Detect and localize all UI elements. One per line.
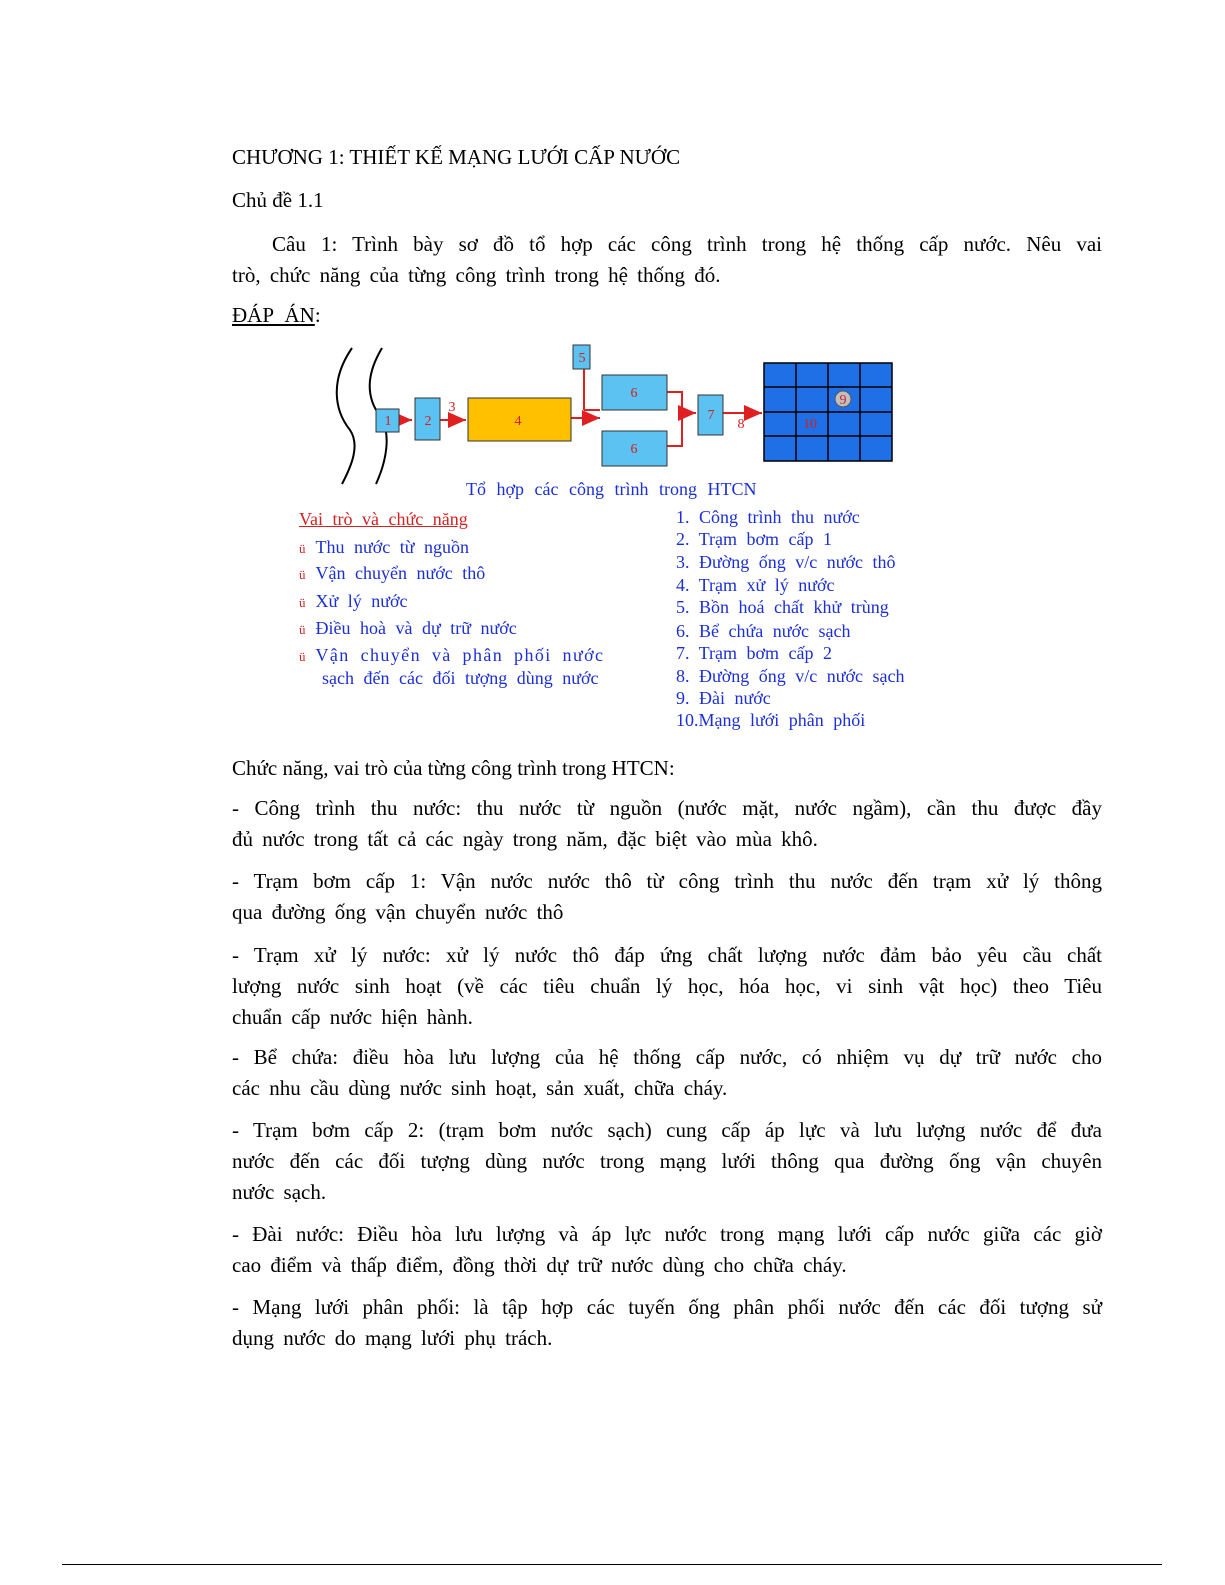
legend-item: 7. Trạm bơm cấp 2: [676, 643, 833, 663]
chapter-title: CHƯƠNG 1: THIẾT KẾ MẠNG LƯỚI CẤP NƯỚC: [232, 145, 681, 169]
legend-item: 1. Công trình thu nước: [676, 507, 860, 527]
role-item: ü Vận chuyển và phân phối nước: [299, 645, 605, 665]
bullet-check-icon: ü: [299, 622, 306, 637]
question-line-1: Câu 1: Trình bày sơ đồ tổ hợp các công trình trong hệ thống cấp nước. Nêu vai: [272, 232, 1102, 256]
distribution-grid: [764, 363, 892, 461]
label-10: 10: [803, 417, 817, 432]
label-1: 1: [384, 414, 392, 429]
label-8: 8: [737, 417, 745, 432]
role-item: ü Điều hoà và dự trữ nước: [299, 618, 517, 638]
bullet-check-icon: ü: [299, 541, 306, 556]
merge-6-line: [667, 392, 682, 446]
roles-heading: Vai trò và chức năng: [299, 509, 468, 529]
label-5: 5: [578, 351, 586, 366]
paragraph-pump-1: - Trạm bơm cấp 1: Vận nước nước thô từ công trình thu nước đến trạm xử lý thông qua đường ống vận chuyển nước thô: [232, 869, 1102, 924]
answer-colon: :: [314, 303, 321, 327]
figure-caption: Tổ hợp các công trình trong HTCN: [466, 479, 757, 499]
label-4: 4: [514, 414, 522, 429]
functions-heading: Chức năng, vai trò của từng công trình trong HTCN:: [232, 756, 675, 780]
legend-item: 3. Đường ống v/c nước thô: [676, 552, 896, 572]
water-source-curve-left: [337, 348, 355, 484]
legend-item: 5. Bồn hoá chất khử trùng: [676, 597, 889, 617]
role-item: ü Thu nước từ nguồn: [299, 537, 470, 557]
legend-item: 10.Mạng lưới phân phối: [676, 710, 866, 730]
legend-item: 6. Bể chứa nước sạch: [676, 621, 851, 641]
water-supply-diagram: [0, 0, 1225, 740]
role-item: ü Xử lý nước: [299, 591, 408, 611]
topic-label: Chủ đề 1.1: [232, 188, 324, 212]
role-item-continuation: sạch đến các đối tượng dùng nước: [322, 668, 599, 688]
bullet-check-icon: ü: [299, 595, 306, 610]
label-6-bottom: 6: [630, 442, 638, 457]
role-item: ü Vận chuyển nước thô: [299, 563, 486, 583]
bullet-check-icon: ü: [299, 649, 306, 664]
legend-item: 9. Đài nước: [676, 688, 771, 708]
paragraph-pump-2: - Trạm bơm cấp 2: (trạm bơm nước sạch) cung cấp áp lực và lưu lượng nước để đưa nước đến các đối tượng dùng nước trong mạng lưới thông qua đường ống vận chuyên nước sạch.: [232, 1118, 1102, 1204]
legend-item: 8. Đường ống v/c nước sạch: [676, 666, 905, 686]
paragraph-intake: - Công trình thu nước: thu nước từ nguồn (nước mặt, nước ngầm), cần thu được đầy đủ nước trong tất cả các ngày trong năm, đặc biệt vào mùa khô.: [232, 796, 1102, 851]
legend-item: 4. Trạm xử lý nước: [676, 575, 835, 595]
paragraph-water-tower: - Đài nước: Điều hòa lưu lượng và áp lực nước trong mạng lưới cấp nước giữa các giờ cao điểm và thấp điểm, đồng thời dự trữ nước dùng cho chữa cháy.: [232, 1222, 1102, 1277]
question-line-2: trò, chức năng của từng công trình trong hệ thống đó.: [232, 263, 721, 287]
paragraph-reservoir: - Bể chứa: điều hòa lưu lượng của hệ thống cấp nước, có nhiệm vụ dự trữ nước cho các nhu cầu dùng nước sinh hoạt, sản xuất, chữa cháy.: [232, 1045, 1102, 1100]
bullet-check-icon: ü: [299, 567, 306, 582]
answer-label: ĐÁP ÁN: [232, 303, 315, 327]
label-3: 3: [448, 400, 456, 415]
legend-item: 2. Trạm bơm cấp 1: [676, 529, 833, 549]
label-7: 7: [707, 408, 715, 423]
paragraph-distribution: - Mạng lưới phân phối: là tập hợp các tuyến ống phân phối nước đến các đối tượng sử dụng nước do mạng lưới phụ trách.: [232, 1295, 1102, 1350]
label-6-top: 6: [630, 386, 638, 401]
bottom-rule: [62, 1564, 1162, 1565]
label-2: 2: [424, 414, 432, 429]
label-9: 9: [839, 393, 847, 408]
paragraph-treatment: - Trạm xử lý nước: xử lý nước thô đáp ứng chất lượng nước đảm bảo yêu cầu chất lượng nước sinh hoạt (về các tiêu chuẩn lý học, hóa học, vi sinh vật học) theo Tiêu chuẩn cấp nước hiện hành.: [232, 943, 1102, 1029]
